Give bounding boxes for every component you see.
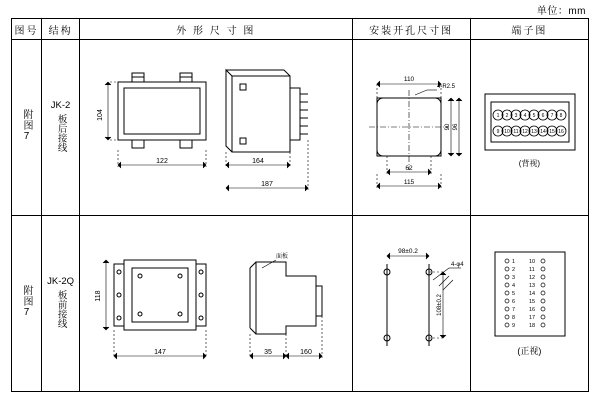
dim-35: 35 [264,349,273,356]
table-row [12,40,589,216]
svg-text:3: 3 [514,113,518,119]
outline-drawing-2 [80,216,351,391]
svg-text:4: 4 [523,113,527,119]
svg-text:15: 15 [549,129,555,135]
cell-mounting-1 [352,40,470,216]
dim-98: 98±0.2 [397,248,418,255]
svg-text:7: 7 [550,113,554,119]
svg-text:8: 8 [511,315,515,321]
unit-note: 单位：mm [536,6,586,17]
svg-text:9: 9 [496,129,500,135]
dim-96: 96 [452,123,459,131]
svg-text:3: 3 [511,275,515,281]
dim-104: 104 [97,109,105,121]
dim-160: 160 [300,349,312,356]
svg-text:14: 14 [528,291,535,297]
svg-text:16: 16 [528,307,535,313]
drawing-no-text-1: 附图7 [21,108,33,143]
header-mounting-hole: 安装开孔尺寸图 [352,19,470,40]
header-terminal: 端子图 [470,19,588,40]
dim-4-r25: 4-R2.5 [436,84,455,90]
structure-desc-2: 板前接线 [55,289,67,328]
svg-text:10: 10 [504,129,510,135]
svg-text:11: 11 [528,267,535,273]
svg-text:18: 18 [528,323,535,329]
dim-110: 110 [403,76,414,83]
svg-text:13: 13 [531,129,537,135]
svg-text:12: 12 [528,275,535,281]
cell-terminal-1 [470,40,588,216]
svg-text:15: 15 [528,299,535,305]
svg-text:5: 5 [511,291,515,297]
svg-text:8: 8 [559,113,563,119]
svg-text:16: 16 [558,129,564,135]
terminal-drawing-2 [471,216,588,391]
svg-text:13: 13 [528,283,535,289]
dim-122: 122 [156,158,168,165]
header-drawing-no: 图号 [12,19,42,40]
outline-drawing-1 [80,40,351,215]
svg-text:1: 1 [511,259,515,265]
svg-text:4: 4 [511,283,515,289]
table-header-row [12,19,589,40]
svg-text:17: 17 [528,315,535,321]
cell-structure-1 [42,40,80,216]
structure-text-2 [42,276,79,332]
svg-text:11: 11 [513,129,519,135]
cell-drawing-no-1 [12,40,42,216]
mounting-drawing-2 [353,216,470,391]
cell-structure-2 [42,216,80,392]
svg-text:6: 6 [541,113,545,119]
structure-text-1 [42,100,79,156]
svg-text:2: 2 [511,267,515,273]
cell-drawing-no-2 [12,216,42,392]
table-row [12,216,589,392]
svg-text:6: 6 [511,299,515,305]
svg-text:5: 5 [532,113,536,119]
cell-outline-1 [80,40,352,216]
cell-mounting-2 [352,216,470,392]
dim-118: 118 [95,290,103,302]
cell-terminal-2 [470,216,588,392]
mounting-drawing-1 [353,40,470,215]
dim-115: 115 [403,179,414,186]
cell-outline-2 [80,216,352,392]
header-outline-dims: 外 形 尺 寸 图 [80,19,352,40]
svg-text:1: 1 [496,113,500,119]
svg-text:2: 2 [505,113,509,119]
dim-164: 164 [252,158,264,165]
structure-name-2: JK-2Q [47,275,75,287]
terminal-numbers-row-1 [493,110,566,120]
structure-name-1: JK-2 [50,99,71,111]
dim-62: 62 [404,165,413,172]
terminal-view-label-1: (背视) [518,159,541,168]
header-structure: 结构 [42,19,80,40]
dim-108: 108±0.2 [436,294,443,316]
svg-text:9: 9 [511,323,515,329]
dim-147: 147 [154,349,166,356]
svg-text:7: 7 [511,307,515,313]
dim-187: 187 [261,181,273,188]
svg-text:14: 14 [540,129,546,135]
drawing-no-text-2: 附图7 [21,284,33,319]
note-panel: 面板 [276,254,289,260]
svg-text:10: 10 [528,259,535,265]
terminal-view-label-2: (正视) [517,346,542,356]
dim-4-phi4: 4-φ4 [450,262,464,268]
dim-90: 90 [444,123,451,131]
svg-text:12: 12 [522,129,528,135]
terminal-drawing-1 [471,40,588,215]
structure-desc-1: 板后接线 [55,113,67,152]
dimension-table [11,18,589,392]
